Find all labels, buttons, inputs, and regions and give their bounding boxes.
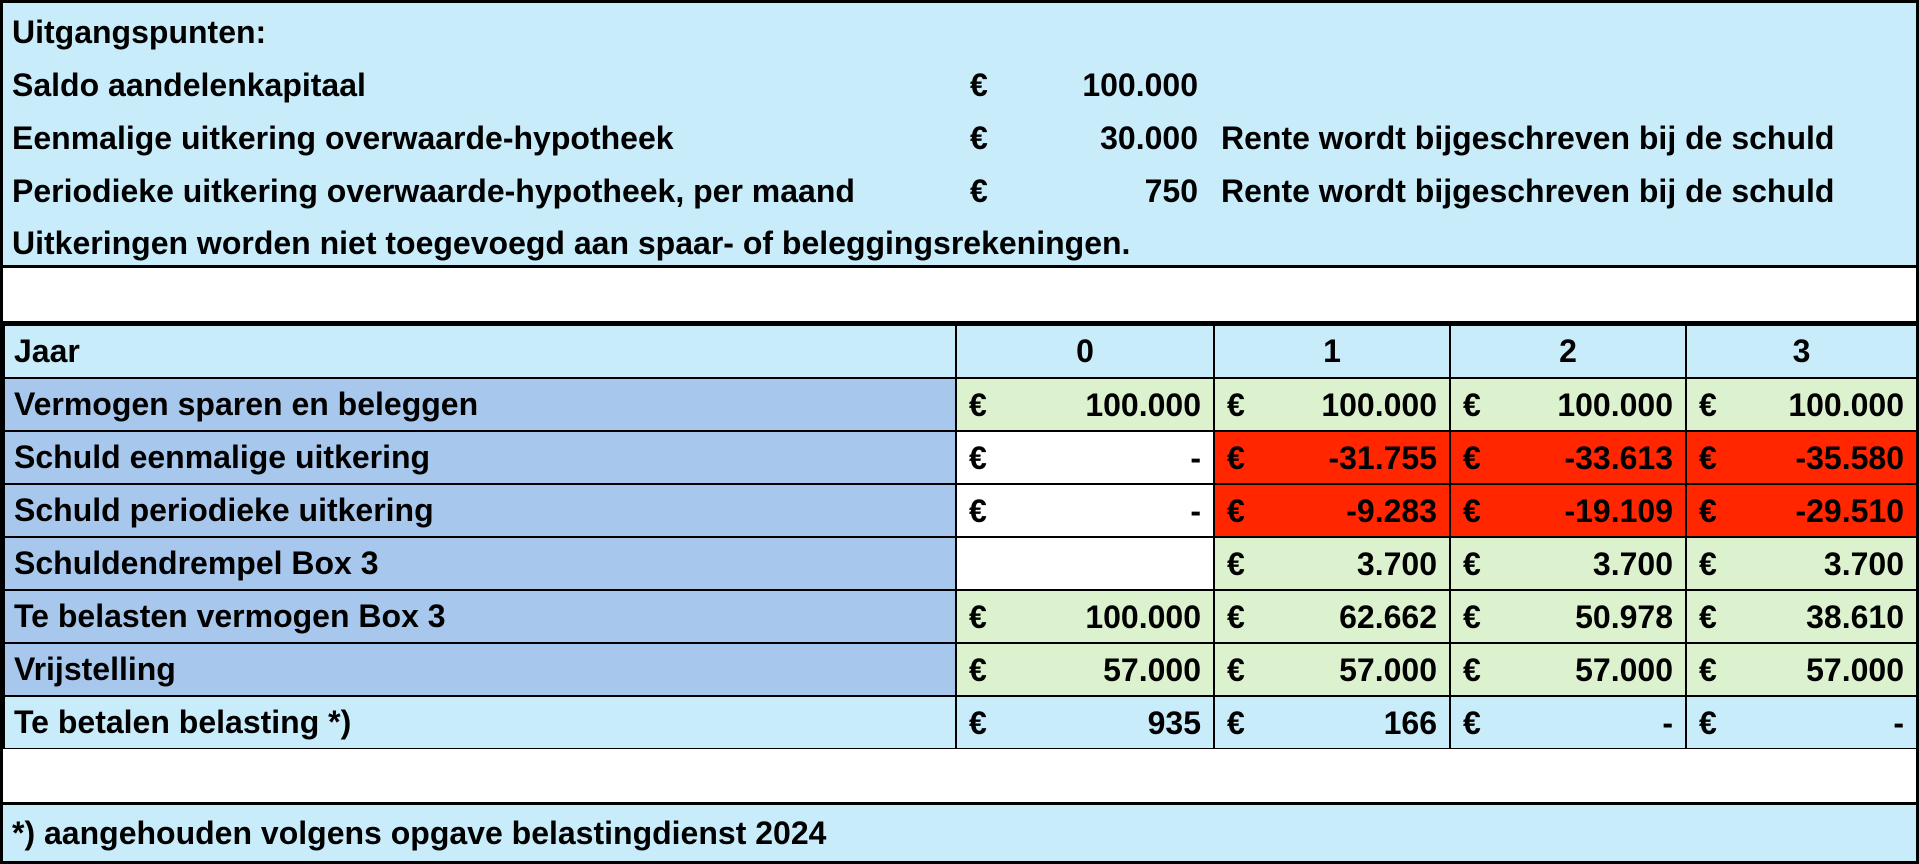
cell-amount: 3.700 xyxy=(1356,546,1437,582)
value-cell[interactable] xyxy=(1214,484,1450,537)
cell-amount: 3.700 xyxy=(1823,546,1904,582)
currency-symbol: € xyxy=(1699,387,1717,423)
assumptions-title[interactable]: Uitgangspunten: xyxy=(12,14,267,50)
empty-row[interactable] xyxy=(3,749,1916,805)
cell-amount: 38.610 xyxy=(1806,599,1904,635)
currency-symbol: € xyxy=(969,493,987,529)
value-cell[interactable] xyxy=(1450,696,1686,749)
value-cell[interactable] xyxy=(956,378,1214,431)
cell-amount: -35.580 xyxy=(1795,440,1904,476)
value-cell[interactable] xyxy=(1214,431,1450,484)
row-label[interactable]: Schuld periodieke uitkering xyxy=(4,484,956,537)
assumption-amount[interactable]: 750 xyxy=(1144,173,1198,209)
results-table xyxy=(3,324,1918,750)
cell-amount: - xyxy=(1190,440,1201,476)
value-cell[interactable] xyxy=(1214,590,1450,643)
row-label[interactable]: Vermogen sparen en beleggen xyxy=(4,378,956,431)
assumption-note[interactable]: Rente wordt bijgeschreven bij de schuld xyxy=(1221,173,1835,209)
currency-symbol: € xyxy=(1227,652,1245,688)
cell-amount: - xyxy=(1893,705,1904,741)
currency-symbol: € xyxy=(1227,387,1245,423)
value-cell[interactable] xyxy=(1450,484,1686,537)
assumption-label[interactable]: Eenmalige uitkering overwaarde-hypotheek xyxy=(12,120,674,156)
currency-symbol: € xyxy=(1227,599,1245,635)
table-row xyxy=(4,537,1917,590)
cell-amount: 57.000 xyxy=(1806,652,1904,688)
cell-amount: - xyxy=(1190,493,1201,529)
cell-amount: -9.283 xyxy=(1346,493,1437,529)
currency-symbol: € xyxy=(1463,440,1481,476)
currency-symbol: € xyxy=(1699,546,1717,582)
cell-amount: -33.613 xyxy=(1564,440,1673,476)
assumption-label[interactable]: Saldo aandelenkapitaal xyxy=(12,67,366,103)
value-cell[interactable] xyxy=(1450,378,1686,431)
table-row xyxy=(4,484,1917,537)
cell-amount: 166 xyxy=(1383,705,1437,741)
value-cell[interactable] xyxy=(1686,696,1917,749)
cell-amount: - xyxy=(1662,705,1673,741)
table-row xyxy=(4,696,1917,749)
table-row xyxy=(4,378,1917,431)
assumption-note[interactable]: Rente wordt bijgeschreven bij de schuld xyxy=(1221,120,1835,156)
cell-amount: 57.000 xyxy=(1103,652,1201,688)
currency-symbol: € xyxy=(969,705,987,741)
table-row xyxy=(4,431,1917,484)
currency-symbol: € xyxy=(1227,705,1245,741)
currency-symbol: € xyxy=(1699,440,1717,476)
currency-symbol: € xyxy=(1699,493,1717,529)
currency-symbol: € xyxy=(970,173,988,209)
currency-symbol: € xyxy=(969,387,987,423)
cell-amount: 100.000 xyxy=(1085,599,1201,635)
assumption-amount[interactable]: 30.000 xyxy=(1100,120,1198,156)
currency-symbol: € xyxy=(1463,493,1481,529)
cell-amount: 935 xyxy=(1147,705,1201,741)
row-label[interactable]: Te betalen belasting *) xyxy=(4,696,956,749)
year-header-cell[interactable]: 3 xyxy=(1686,325,1917,378)
cell-amount: 100.000 xyxy=(1321,387,1437,423)
value-cell[interactable] xyxy=(956,696,1214,749)
cell-amount: -29.510 xyxy=(1795,493,1904,529)
currency-symbol: € xyxy=(1227,546,1245,582)
currency-symbol: € xyxy=(1463,599,1481,635)
footnote-row xyxy=(3,805,1916,861)
currency-symbol: € xyxy=(1227,440,1245,476)
currency-symbol: € xyxy=(969,599,987,635)
year-header-cell[interactable]: 0 xyxy=(956,325,1214,378)
value-cell[interactable] xyxy=(956,643,1214,696)
row-label[interactable]: Schuldendrempel Box 3 xyxy=(4,537,956,590)
currency-symbol: € xyxy=(1463,705,1481,741)
value-cell[interactable] xyxy=(956,484,1214,537)
value-cell[interactable] xyxy=(1450,590,1686,643)
value-cell[interactable] xyxy=(1686,378,1917,431)
year-header-cell[interactable]: 2 xyxy=(1450,325,1686,378)
currency-symbol: € xyxy=(1699,652,1717,688)
currency-symbol: € xyxy=(1463,387,1481,423)
cell-amount: 50.978 xyxy=(1575,599,1673,635)
cell-amount: 100.000 xyxy=(1557,387,1673,423)
currency-symbol: € xyxy=(970,67,988,103)
row-label[interactable]: Te belasten vermogen Box 3 xyxy=(4,590,956,643)
value-cell[interactable] xyxy=(1686,643,1917,696)
currency-symbol: € xyxy=(1463,652,1481,688)
table-row xyxy=(4,643,1917,696)
value-cell[interactable] xyxy=(1214,696,1450,749)
currency-symbol: € xyxy=(970,120,988,156)
value-cell[interactable] xyxy=(1214,378,1450,431)
currency-symbol: € xyxy=(1463,546,1481,582)
cell-amount: 57.000 xyxy=(1339,652,1437,688)
cell-amount: 62.662 xyxy=(1339,599,1437,635)
value-cell[interactable] xyxy=(1686,537,1917,590)
row-label[interactable]: Vrijstelling xyxy=(4,643,956,696)
cell-amount: 57.000 xyxy=(1575,652,1673,688)
cell-amount: -19.109 xyxy=(1564,493,1673,529)
value-cell[interactable] xyxy=(956,537,1214,590)
cell-amount: -31.755 xyxy=(1328,440,1437,476)
cell-amount: 3.700 xyxy=(1592,546,1673,582)
currency-symbol: € xyxy=(1699,599,1717,635)
value-cell[interactable] xyxy=(1686,431,1917,484)
currency-symbol: € xyxy=(969,652,987,688)
value-cell[interactable] xyxy=(1686,590,1917,643)
year-header-cell[interactable]: 1 xyxy=(1214,325,1450,378)
table-row xyxy=(4,590,1917,643)
cell-amount: 100.000 xyxy=(1085,387,1201,423)
cell-amount: 100.000 xyxy=(1788,387,1904,423)
assumption-label[interactable]: Periodieke uitkering overwaarde-hypotheek, per maand xyxy=(12,173,855,209)
value-cell[interactable] xyxy=(1450,431,1686,484)
value-cell[interactable] xyxy=(1450,643,1686,696)
value-cell[interactable] xyxy=(1214,643,1450,696)
currency-symbol: € xyxy=(1699,705,1717,741)
assumptions-remark[interactable]: Uitkeringen worden niet toegevoegd aan spaar- of beleggingsrekeningen. xyxy=(12,225,1131,261)
value-cell[interactable] xyxy=(1450,537,1686,590)
value-cell[interactable] xyxy=(1214,537,1450,590)
assumption-amount[interactable]: 100.000 xyxy=(1082,67,1198,103)
footnote-text[interactable]: *) aangehouden volgens opgave belastingdienst 2024 xyxy=(12,815,827,851)
currency-symbol: € xyxy=(969,440,987,476)
year-header-label[interactable]: Jaar xyxy=(4,325,956,378)
table-header-row xyxy=(4,325,1917,378)
assumptions-section xyxy=(3,3,1916,268)
row-label[interactable]: Schuld eenmalige uitkering xyxy=(4,431,956,484)
value-cell[interactable] xyxy=(956,590,1214,643)
value-cell[interactable] xyxy=(1686,484,1917,537)
currency-symbol: € xyxy=(1227,493,1245,529)
value-cell[interactable] xyxy=(956,431,1214,484)
empty-row[interactable] xyxy=(3,268,1916,324)
